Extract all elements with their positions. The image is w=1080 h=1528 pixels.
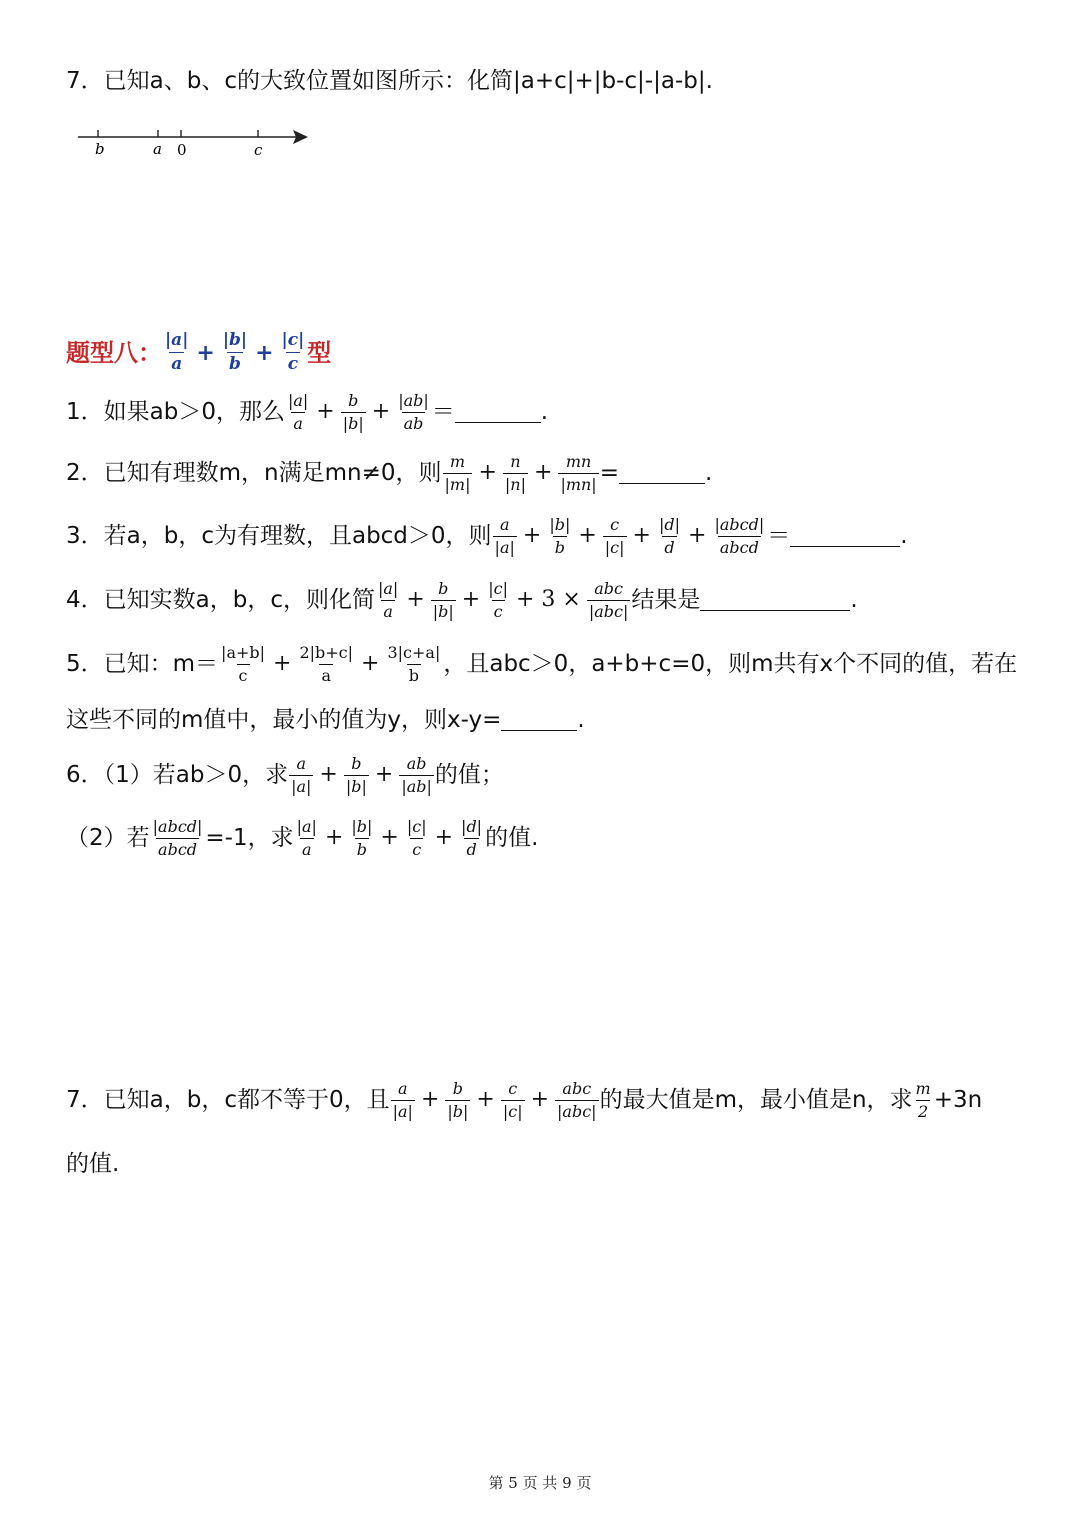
fraction: $\frac{m}{|m|}$ [444, 452, 471, 494]
problem-5-text: 5．已知：m＝ [66, 650, 219, 677]
fraction: $\frac{b}{|b|}$ [342, 391, 364, 433]
fraction: $\frac{c}{|c|}$ [502, 1079, 523, 1121]
problem-4-text: 4．已知实数a，b，c，则化简 [66, 586, 375, 613]
fraction: $\frac{m}{2}$ [915, 1079, 931, 1121]
fraction: $\frac{|d|}{d}$ [461, 817, 483, 859]
problem-1: 1．如果ab＞0，那么 $\frac{|a|}{a}$ + $\frac{b}{|b|}$ + $\frac{|ab|}{ab}$ ＝ . [66, 391, 549, 433]
problem-3-text: 3．若a，b，c为有理数，且abcd＞0，则 [66, 522, 492, 549]
fraction: $\frac{mn}{|mn|}$ [560, 452, 597, 494]
heading-fraction-c: $\frac{|c|}{c}$ [281, 330, 305, 375]
heading-fraction-a: $\frac{|a|}{a}$ [165, 330, 189, 375]
heading-fraction-b: $\frac{|b|}{b}$ [222, 330, 248, 375]
number-line-figure [76, 124, 316, 164]
label-a: a [153, 140, 162, 158]
answer-blank [790, 526, 900, 547]
fraction: $\frac{3|c+a|}{b}$ [387, 643, 441, 685]
problem-2: 2．已知有理数m，n满足mn≠0，则 $\frac{m}{|m|}$ + $\frac{n}{|n|}$ + $\frac{mn}{|mn|}$ = . [66, 452, 713, 494]
fraction: $\frac{\text{|abcd|}}{\text{abcd}}$ [152, 817, 203, 859]
section-title-prefix: 题型八： [66, 338, 162, 367]
fraction: $\frac{b}{|b|}$ [447, 1079, 469, 1121]
problem-6: 6．（1）若ab＞0，求 $\frac{a}{|a|}$ + $\frac{b}{|b|}$ + $\frac{ab}{|ab|}$ 的值； [66, 754, 504, 796]
fraction: $\frac{|a|}{a}$ [287, 391, 309, 433]
problem-7-line-2: 的值. [66, 1151, 120, 1177]
fraction: $\frac{|d|}{d}$ [658, 515, 680, 557]
fraction: $\frac{ab}{|ab|}$ [401, 754, 432, 796]
fraction: $\frac{|a|}{a}$ [296, 817, 317, 859]
fraction: $\frac{|b|}{b}$ [549, 515, 571, 557]
question-7-absolute-value [66, 70, 713, 93]
fraction: $\frac{\text{|abcd|}}{\text{abcd}}$ [714, 515, 765, 557]
fraction: $\frac{\text{abc}}{\text{|abc|}}$ [557, 1079, 597, 1121]
fraction: $\frac{b}{|b|}$ [432, 579, 454, 621]
fraction: $\frac{|c|}{c}$ [488, 579, 508, 621]
question-7-text: 7．已知a、b、c的大致位置如图所示：化简|a+c|+|b-c|-|a-b|. [66, 68, 713, 94]
answer-blank [700, 590, 850, 611]
problem-5-line-2: 这些不同的m值中，最小的值为y，则x-y= . [66, 707, 585, 733]
answer-blank [501, 710, 577, 731]
fraction: $\frac{c}{|c|}$ [604, 515, 625, 557]
problem-2-text: 2．已知有理数m，n满足mn≠0，则 [66, 459, 442, 486]
problem-5: 5．已知：m＝ $\frac{|a+b|}{c}$ + $\frac{2|b+c|}{a}$ + $\frac{3|c+a|}{b}$ ，且abc＞0，a+b+c=0，则m共有x个不同的值，若在 [66, 643, 1018, 685]
answer-blank [619, 463, 705, 484]
problem-1-text: 1．如果ab＞0，那么 [66, 398, 285, 425]
label-zero: 0 [177, 141, 187, 159]
fraction: $\frac{a}{|a|}$ [494, 515, 515, 557]
label-c: c [254, 141, 263, 159]
fraction: $\frac{2|b+c|}{a}$ [299, 643, 354, 685]
answer-blank [455, 402, 541, 423]
fraction: $\frac{|a|}{a}$ [377, 579, 399, 621]
problem-3: 3．若a，b，c为有理数，且abcd＞0，则 $\frac{a}{|a|}$ + $\frac{|b|}{b}$ + $\frac{c}{|c|}$ + $\frac{|d|}{d}$ + $\frac{\text{|abcd|}}{\text{abcd}}$ ＝ . [66, 515, 908, 557]
label-b: b [95, 140, 105, 158]
problem-7-text: 7．已知a，b，c都不等于0，且 [66, 1086, 390, 1113]
fraction: $\frac{a}{|a|}$ [291, 754, 312, 796]
fraction: $\frac{\text{abc}}{\text{|abc|}}$ [588, 579, 629, 621]
fraction: $\frac{|c|}{c}$ [406, 817, 427, 859]
fraction: $\frac{b}{|b|}$ [345, 754, 367, 796]
page-footer: 第 5 页 共 9 页 [488, 1474, 592, 1492]
problem-6-text: 6．（1）若ab＞0，求 [66, 761, 289, 788]
section-title-suffix: 型 [307, 338, 332, 367]
problem-4: 4．已知实数a，b，c，则化简 $\frac{|a|}{a}$ + $\frac{b}{|b|}$ + $\frac{|c|}{c}$ + 3 × $\frac{\text{abc}}{\text{|abc|}}$ 结果是 . [66, 579, 858, 621]
problem-6-part-2: （2）若 $\frac{\text{|abcd|}}{\text{abcd}}$ =-1，求 $\frac{|a|}{a}$ + $\frac{|b|}{b}$ + $\frac{|c|}{c}$ + $\frac{|d|}{d}$ 的值. [66, 817, 539, 859]
fraction: $\frac{n}{|n|}$ [504, 452, 526, 494]
fraction: $\frac{|b|}{b}$ [351, 817, 373, 859]
fraction: $\frac{|ab|}{ab}$ [398, 391, 429, 433]
problem-7: 7．已知a，b，c都不等于0，且 $\frac{a}{|a|}$ + $\frac{b}{|b|}$ + $\frac{c}{|c|}$ + $\frac{\text{abc}}{\text{|abc|}}$ 的最大值是m，最小值是n，求 $\frac{m}{2}$ +3n [66, 1079, 983, 1121]
section-heading: 题型八： $\frac{|a|}{a}$ + $\frac{|b|}{b}$ + $\frac{|c|}{c}$ 型 [66, 330, 332, 375]
fraction: $\frac{|a+b|}{c}$ [221, 643, 266, 685]
fraction: $\frac{a}{|a|}$ [392, 1079, 413, 1121]
